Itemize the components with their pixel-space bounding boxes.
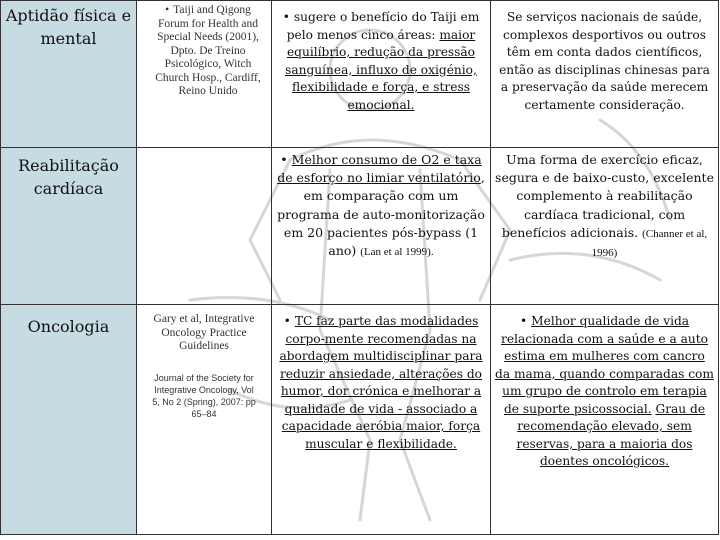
recommendation-text: Se serviços nacionais de saúde, complexos desportivos ou outros têm em conta dados científicos, então as disciplinas chinesas para a preservação da saúde merecem certamente consideração. — [499, 10, 710, 112]
finding-underlined-text: TC faz parte das modalidades corpo-mente recomendadas na abordagem multidisciplinar para reduzir ansiedade, alterações do humor, dor crónica e melhorar a qualidade de vida - associado a capacidade aeróbia maior, força muscular e flexibilidade. — [279, 314, 483, 451]
bullet-icon: • — [282, 10, 290, 24]
row-label-text: Reabilitação cardíaca — [18, 156, 119, 198]
source-text: Gary et al, Integrative Oncology Practice Guidelines — [153, 313, 255, 352]
source-cell — [137, 148, 272, 305]
table-row — [1, 1, 719, 148]
row-label — [1, 305, 137, 535]
finding-cell — [272, 1, 491, 148]
finding-text: , em comparação com um programa de auto-monitorização em 20 pacientes pós-bypass (1 ano) — [277, 170, 485, 259]
finding-citation: (Lan et al 1999). — [360, 246, 434, 259]
bullet-icon: • — [283, 314, 291, 328]
row-label — [1, 148, 137, 305]
recommendation-cell — [491, 305, 719, 535]
recommendation-cell — [491, 148, 719, 305]
recommendation-grade-text: Grau de recomendação elevado, sem reservas, para a maioria dos doentes oncológicos. — [516, 401, 706, 468]
row-label-text: Aptidão física e mental — [5, 6, 132, 48]
finding-underlined-text: Melhor consumo de O2 e taxa de esforço no limiar ventilatório — [277, 152, 482, 186]
recommendation-text: Uma forma de exercício eficaz, segura e de baixo-custo, excelente complemento à reabilitação cardíaca tradicional, com benefícios adicionais. — [495, 152, 714, 240]
bullet-icon: • — [519, 314, 528, 328]
row-label — [1, 1, 137, 148]
recommendation-citation: (Channer et al, 1996) — [591, 227, 708, 260]
bullet-icon: • — [165, 4, 170, 16]
finding-text: sugere o benefício do Taiji em pelo menos cinco áreas: — [286, 10, 480, 42]
source-cell — [137, 1, 272, 148]
source-cell — [137, 305, 272, 535]
finding-underlined-text: maior equilíbrio, redução da pressão sanguínea, influxo de oxigénio, flexibilidade e força, e stress emocional. — [285, 27, 477, 112]
source-journal-text: Journal of the Society for Integrative Oncology, Vol 5, No 2 (Spring), 2007: pp 65–84 — [152, 372, 256, 419]
table-row — [1, 305, 719, 535]
row-label-text: Oncologia — [27, 317, 110, 336]
bullet-icon: • — [280, 152, 288, 167]
recommendation-text: Melhor qualidade de vida relacionada com a saúde e a auto estima em mulheres com cancro da mama, quando comparadas com um grupo de controlo em terapia de suporte psicossocial. — [495, 314, 714, 416]
source-text: Taiji and Qigong Forum for Health and Special Needs (2001), Dpto. De Treino Psicológico, Witch Church Hosp., Cardiff, Reino Unido — [155, 4, 261, 97]
recommendation-cell — [491, 1, 719, 148]
finding-cell — [272, 148, 491, 305]
finding-cell — [272, 305, 491, 535]
table-row — [1, 148, 719, 305]
